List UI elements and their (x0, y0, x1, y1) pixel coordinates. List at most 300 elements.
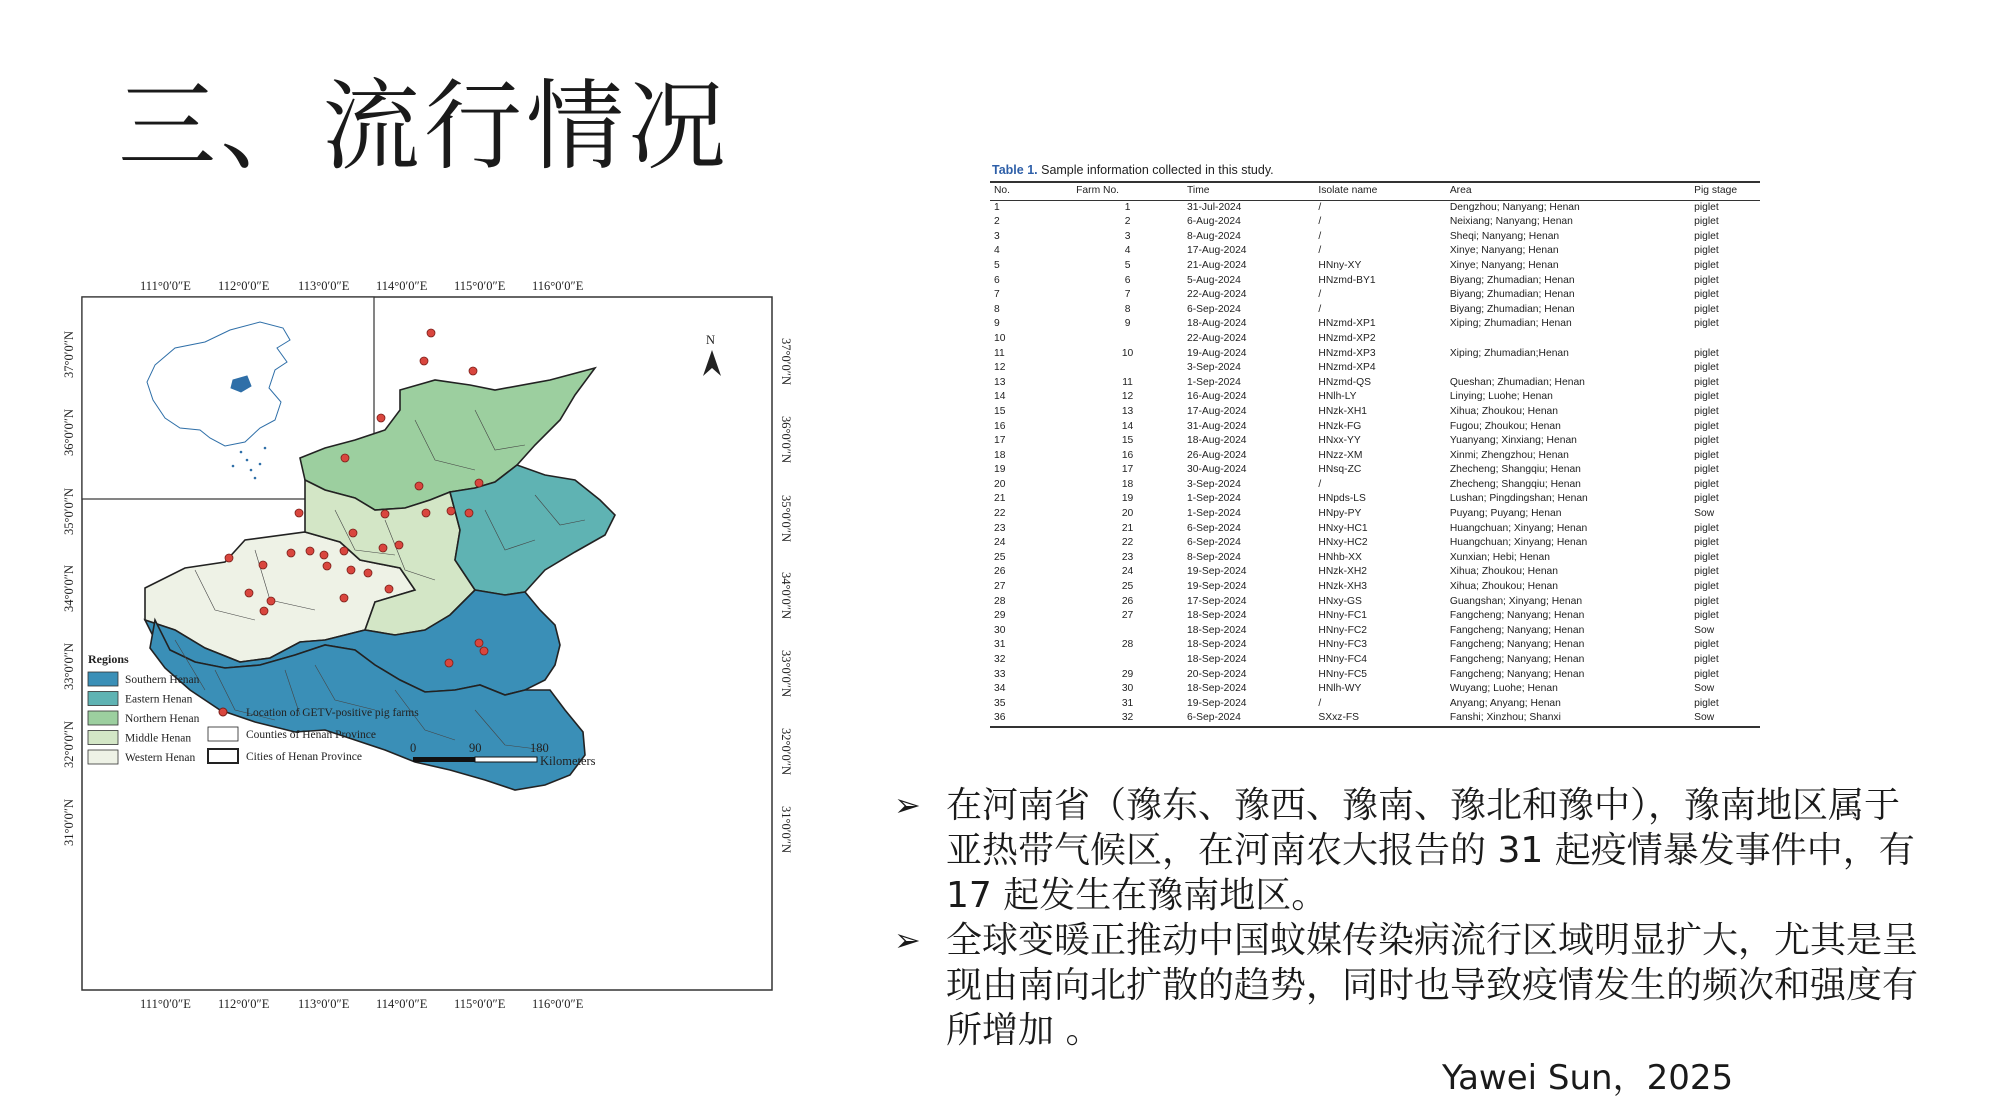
table-cell: 2 (1124, 216, 1131, 228)
table-cell: 31-Jul-2024 (1187, 201, 1242, 213)
coordinate-label: 35°0′0″N (62, 488, 76, 535)
coordinate-label: 35°0′0″N (779, 495, 793, 542)
coordinate-label: 32°0′0″N (779, 728, 793, 775)
table-row (990, 711, 1760, 727)
table-row (990, 682, 1760, 697)
table-cell: 7 (994, 289, 1000, 301)
table-cell: 6-Sep-2024 (1187, 522, 1241, 534)
table-cell: 4 (994, 245, 1000, 257)
table-row (990, 449, 1760, 464)
svg-text:90: 90 (469, 741, 482, 755)
table-cell: piglet (1694, 610, 1719, 622)
table-cell: Fangcheng; Nanyang; Henan (1449, 610, 1585, 622)
table-cell: 32 (1072, 711, 1183, 727)
table-cell: piglet (1694, 551, 1719, 563)
table-cell: 29 (1121, 668, 1134, 680)
table-cell: HNzmd-QS (1318, 376, 1372, 388)
farm-marker (480, 647, 488, 655)
coordinate-label: 114°0′0″E (376, 997, 428, 1010)
table-cell: 21 (1121, 522, 1134, 534)
coordinate-label: 112°0′0″E (218, 279, 270, 293)
table-cell: 1-Sep-2024 (1187, 376, 1241, 388)
table-cell: 26-Aug-2024 (1187, 449, 1247, 461)
slide-title: 三、流行情况 (118, 70, 731, 184)
table-row (990, 376, 1760, 391)
sample-info-table (990, 181, 1760, 728)
table-cell: piglet (1694, 639, 1719, 651)
table-cell: Sow (1694, 683, 1715, 695)
bullet-list (890, 783, 1930, 1053)
table-cell: HNny-FC4 (1318, 654, 1368, 665)
table-cell: / (1318, 303, 1322, 315)
table-cell (1072, 332, 1183, 347)
table-cell: 12 (1121, 391, 1134, 403)
table-cell: Guangshan; Xinyang; Henan (1449, 595, 1583, 607)
table-cell: Xinye; Nanyang; Henan (1449, 245, 1559, 257)
table-cell: 21 (994, 493, 1006, 505)
table-cell: 18-Aug-2024 (1187, 318, 1247, 330)
table-cell: piglet (1694, 697, 1719, 709)
table-cell: piglet (1694, 405, 1719, 417)
table-cell: piglet (1694, 347, 1719, 359)
table-cell: piglet (1694, 289, 1719, 301)
table-row (990, 492, 1760, 507)
table-row (990, 624, 1760, 639)
table-row (990, 536, 1760, 551)
table-cell: Fangcheng; Nanyang; Henan (1449, 639, 1585, 651)
table-row (990, 638, 1760, 653)
table-cell: piglet (1694, 318, 1719, 330)
table-cell: 18-Sep-2024 (1187, 639, 1247, 651)
farm-marker (260, 607, 268, 615)
longitude-labels-bottom (140, 997, 584, 1010)
table-cell: 27 (994, 581, 1006, 593)
table-cell: 8-Sep-2024 (1187, 551, 1241, 563)
legend-swatch (88, 672, 118, 686)
latitude-labels-right (779, 338, 793, 853)
table-row (990, 609, 1760, 624)
table-row (990, 463, 1760, 478)
svg-text:180: 180 (530, 741, 549, 755)
table-row (990, 522, 1760, 537)
table-cell: 19 (994, 464, 1006, 476)
table-cell: Xihua; Zhoukou; Henan (1449, 405, 1559, 417)
table-cell: piglet (1694, 464, 1719, 476)
coordinate-label: 114°0′0″E (376, 279, 428, 293)
table-caption: Table 1. Sample information collected in this study. (992, 163, 1274, 177)
table-cell: 16-Aug-2024 (1187, 391, 1247, 403)
table-cell: 23 (1121, 551, 1134, 563)
table-cell: Xiping; Zhumadian;Henan (1449, 347, 1569, 359)
table-cell: 17 (994, 435, 1006, 447)
legend-label: Middle Henan (125, 732, 192, 745)
table-cell: 5 (994, 259, 1000, 271)
table-row (990, 303, 1760, 318)
table-cell: piglet (1694, 216, 1719, 228)
table-cell: 32 (994, 654, 1006, 665)
table-cell: 3-Sep-2024 (1187, 478, 1241, 490)
farm-marker (320, 551, 328, 559)
farm-marker (306, 547, 314, 555)
table-row (990, 434, 1760, 449)
farm-marker-legend-icon (219, 708, 227, 716)
table-cell: 6 (994, 274, 1000, 286)
farm-marker (427, 329, 435, 337)
farm-marker (349, 529, 357, 537)
table-row (990, 259, 1760, 274)
table-cell: Xunxian; Hebi; Henan (1449, 551, 1550, 563)
table-cell: HNny-XY (1318, 259, 1362, 271)
table-cell: 1-Sep-2024 (1187, 493, 1241, 505)
table-cell: HNzmd-XP4 (1318, 362, 1376, 374)
table-cell: Linying; Luohe; Henan (1449, 391, 1553, 403)
table-cell: 28 (1121, 639, 1134, 651)
coordinate-label: 111°0′0″E (140, 997, 191, 1010)
table-cell: piglet (1694, 245, 1719, 257)
arrow-bullet-icon: ➢ (894, 786, 921, 824)
sample-info-table-block (990, 163, 1760, 728)
table-cell: 8-Aug-2024 (1187, 230, 1241, 242)
coordinate-label: 33°0′0″N (62, 643, 76, 690)
table-row (990, 215, 1760, 230)
table-cell: Xiping; Zhumadian; Henan (1449, 318, 1572, 330)
table-cell: 15 (994, 405, 1006, 417)
table-cell: Sheqi; Nanyang; Henan (1449, 230, 1560, 242)
table-cell: piglet (1694, 566, 1719, 578)
table-cell: SXxz-FS (1314, 711, 1445, 727)
henan-region-map (55, 270, 800, 1010)
table-cell: 6-Aug-2024 (1187, 216, 1241, 228)
coordinate-label: 37°0′0″N (62, 331, 76, 378)
table-cell: HNxy-GS (1318, 595, 1362, 607)
coordinate-label: 37°0′0″N (779, 338, 793, 385)
table-cell: piglet (1694, 537, 1719, 549)
table-cell: Sow (1694, 508, 1715, 520)
table-cell: HNny-FC2 (1318, 624, 1368, 636)
table-cell: 29 (994, 610, 1006, 622)
county-boundary-legend-icon (208, 727, 238, 741)
table-cell: 8 (1124, 303, 1131, 315)
svg-text:Kilometers: Kilometers (540, 754, 596, 768)
table-cell: Fanshi; Xinzhou; Shanxi (1446, 711, 1690, 727)
table-row (990, 653, 1760, 668)
legend-label: Western Henan (125, 752, 196, 764)
table-cell: 26 (1121, 595, 1134, 607)
farm-marker (340, 594, 348, 602)
coordinate-label: 34°0′0″N (779, 572, 793, 619)
farm-marker (225, 554, 233, 562)
table-cell: 14 (994, 391, 1006, 403)
table-cell: HNsq-ZC (1318, 464, 1362, 476)
farm-marker (469, 367, 477, 375)
farm-marker (447, 507, 455, 515)
table-cell: Lushan; Pingdingshan; Henan (1449, 493, 1588, 505)
coordinate-label: 36°0′0″N (62, 409, 76, 456)
table-cell: HNny-FC3 (1318, 639, 1368, 651)
table-cell: 25 (1121, 581, 1134, 593)
table-row (990, 317, 1760, 332)
table-cell: 10 (994, 332, 1006, 344)
table-cell: 10 (1121, 347, 1134, 359)
coordinate-label: 32°0′0″N (62, 721, 76, 768)
table-cell: 2 (994, 216, 1000, 228)
farm-marker (364, 569, 372, 577)
table-cell: 5-Aug-2024 (1187, 274, 1241, 286)
table-row (990, 668, 1760, 683)
table-cell: piglet (1694, 303, 1719, 315)
table-cell: 7 (1124, 289, 1131, 301)
legend-swatch (88, 711, 118, 725)
latitude-labels-left (62, 331, 76, 846)
coordinate-label: 112°0′0″E (218, 997, 270, 1010)
table-cell: / (1318, 697, 1322, 709)
table-cell: 30 (994, 624, 1006, 636)
table-cell: HNzmd-XP3 (1318, 347, 1376, 359)
table-cell: piglet (1694, 581, 1719, 593)
table-cell: Fugou; Zhoukou; Henan (1449, 420, 1561, 432)
table-cell: Neixiang; Nanyang; Henan (1449, 216, 1573, 228)
table-cell: 15 (1121, 435, 1134, 447)
coordinate-label: 113°0′0″E (298, 997, 350, 1010)
coordinate-label: 113°0′0″E (298, 279, 350, 293)
legend-swatch (88, 692, 118, 706)
table-cell: Xinmi; Zhengzhou; Henan (1449, 449, 1569, 461)
table-row (990, 332, 1760, 347)
table-cell: 25 (994, 551, 1006, 563)
table-row (990, 347, 1760, 362)
col-area: Area (1446, 182, 1690, 200)
table-cell: Fangcheng; Nanyang; Henan (1449, 654, 1585, 665)
table-cell: 35 (994, 697, 1006, 709)
table-cell: HNzmd-XP1 (1318, 318, 1376, 330)
table-cell: HNzk-FG (1318, 420, 1362, 432)
table-cell: Zhecheng; Shangqiu; Henan (1449, 464, 1581, 476)
table-cell: 19 (1121, 493, 1134, 505)
citation: Yawei Sun，2025 (1442, 1058, 1734, 1098)
table-cell: 14 (1121, 420, 1134, 432)
table-row (990, 507, 1760, 522)
table-cell: 24 (994, 537, 1006, 549)
table-row (990, 200, 1760, 215)
table-cell: piglet (1694, 362, 1719, 374)
farm-marker (475, 479, 483, 487)
table-cell: piglet (1694, 449, 1719, 461)
table-cell (1072, 653, 1183, 668)
farm-marker (445, 659, 453, 667)
table-cell: HNzk-XH1 (1318, 405, 1368, 417)
table-cell (1690, 332, 1760, 347)
table-cell: / (1318, 201, 1322, 213)
coordinate-label: 33°0′0″N (779, 650, 793, 697)
table-cell: 20 (1121, 508, 1134, 520)
bullet-text: 全球变暖正推动中国蚊媒传染病流行区域明显扩大，尤其是呈现由南向北扩散的趋势，同时也导致疫情发生的频次和强度有所增加 。 (946, 920, 1919, 1051)
farm-marker (341, 454, 349, 462)
farm-marker (259, 561, 267, 569)
table-cell: 17-Sep-2024 (1187, 595, 1247, 607)
farm-marker (379, 544, 387, 552)
legend-label: Counties of Henan Province (246, 729, 376, 741)
table-cell: 6-Sep-2024 (1187, 537, 1241, 549)
table-cell: / (1318, 216, 1322, 228)
table-cell: Biyang; Zhumadian; Henan (1449, 303, 1575, 315)
table-cell: Xihua; Zhoukou; Henan (1449, 566, 1559, 578)
table-cell: piglet (1694, 420, 1719, 432)
table-cell: HNxx-YY (1318, 435, 1361, 447)
table-cell: 28 (994, 595, 1006, 607)
table-cell: 20-Sep-2024 (1187, 668, 1247, 680)
table-cell: 11 (1122, 376, 1133, 388)
longitude-labels-top (140, 279, 584, 293)
table-cell: Xihua; Zhoukou; Henan (1449, 581, 1559, 593)
table-cell: 13 (994, 376, 1006, 388)
table-cell: 22-Aug-2024 (1187, 332, 1247, 344)
table-cell: 31 (994, 639, 1006, 651)
bullet-text: 在河南省（豫东、豫西、豫南、豫北和豫中），豫南地区属于亚热带气候区，在河南农大报告的 31 起疫情暴发事件中，有 17 起发生在豫南地区。 (946, 785, 1915, 916)
legend-swatch (88, 750, 118, 764)
table-row (990, 361, 1760, 376)
table-row (990, 580, 1760, 595)
table-row (990, 551, 1760, 566)
table-cell: piglet (1694, 522, 1719, 534)
table-cell: HNzk-XH2 (1318, 566, 1368, 578)
table-cell: HNlh-WY (1318, 683, 1362, 695)
table-cell: HNny-FC5 (1318, 668, 1368, 680)
svg-text:N: N (706, 333, 716, 347)
table-cell: / (1318, 230, 1322, 242)
table-cell: 13 (1121, 405, 1134, 417)
coordinate-label: 34°0′0″N (62, 565, 76, 612)
coordinate-label: 116°0′0″E (532, 997, 584, 1010)
table-cell: 1 (994, 201, 1000, 213)
legend-label: Eastern Henan (125, 693, 193, 706)
table-cell: 3 (1124, 230, 1131, 242)
table-cell: / (1318, 478, 1322, 490)
table-cell: / (1318, 289, 1322, 301)
table-cell: 16 (994, 420, 1006, 432)
table-cell: piglet (1694, 391, 1719, 403)
table-cell: Zhecheng; Shangqiu; Henan (1449, 478, 1581, 490)
table-cell: 22-Aug-2024 (1187, 289, 1247, 301)
table-cell: Huangchuan; Xinyang; Henan (1449, 537, 1588, 549)
table-cell: 9 (1124, 318, 1131, 330)
table-cell: 18-Aug-2024 (1187, 435, 1247, 447)
coordinate-label: 31°0′0″N (779, 806, 793, 853)
table-cell (1446, 361, 1690, 376)
table-cell: HNzmd-XP2 (1318, 332, 1376, 344)
table-cell: 12 (994, 362, 1006, 374)
legend-label: Cities of Henan Province (246, 751, 362, 763)
farm-marker (347, 566, 355, 574)
table-cell: Sow (1694, 624, 1715, 636)
farm-marker (295, 509, 303, 517)
table-row (990, 565, 1760, 580)
table-cell: Yuanyang; Xinxiang; Henan (1449, 435, 1577, 447)
table-row (990, 274, 1760, 289)
table-cell (1446, 332, 1690, 347)
table-cell: piglet (1694, 654, 1719, 665)
table-cell: piglet (1694, 376, 1719, 388)
table-cell: HNhb-XX (1318, 551, 1362, 563)
svg-text:Regions: Regions (88, 652, 129, 666)
coordinate-label: 31°0′0″N (62, 799, 76, 846)
table-cell: 17-Aug-2024 (1187, 245, 1247, 257)
bullet-item (890, 918, 1930, 1053)
table-cell: Queshan; Zhumadian; Henan (1449, 376, 1585, 388)
table-row (990, 405, 1760, 420)
table-cell: 26 (994, 566, 1006, 578)
table-cell: 6-Sep-2024 (1183, 711, 1314, 727)
table-cell: 18-Sep-2024 (1187, 624, 1247, 636)
table-cell: Sow (1690, 711, 1760, 727)
col-isolate: Isolate name (1314, 182, 1445, 200)
table-cell: Huangchuan; Xinyang; Henan (1449, 522, 1588, 534)
table-row (990, 478, 1760, 493)
farm-marker (465, 509, 473, 517)
coordinate-label: 115°0′0″E (454, 279, 506, 293)
table-cell (1072, 361, 1183, 376)
table-cell: HNxy-HC2 (1318, 537, 1368, 549)
table-cell: Biyang; Zhumadian; Henan (1449, 274, 1575, 286)
table-cell: 30 (1121, 683, 1134, 695)
farm-marker (377, 414, 385, 422)
coordinate-label: 36°0′0″N (779, 416, 793, 463)
table-cell: 36 (990, 711, 1072, 727)
col-farm-no: Farm No. (1072, 182, 1183, 200)
table-cell: 5 (1124, 259, 1131, 271)
coordinate-label: 111°0′0″E (140, 279, 191, 293)
svg-text:0: 0 (410, 741, 417, 755)
col-no: No. (990, 182, 1072, 200)
table-cell: 16 (1121, 449, 1134, 461)
table-row (990, 244, 1760, 259)
table-cell: 1 (1124, 201, 1131, 213)
table-cell: 19-Sep-2024 (1187, 566, 1247, 578)
table-row (990, 288, 1760, 303)
table-cell: 4 (1124, 245, 1131, 257)
farm-marker (415, 482, 423, 490)
table-cell: 6-Sep-2024 (1187, 303, 1241, 315)
table-cell: HNpds-LS (1318, 493, 1366, 505)
table-cell: 22 (994, 508, 1006, 520)
legend-label: Southern Henan (125, 674, 200, 686)
table-cell: piglet (1694, 274, 1719, 286)
table-cell: 11 (994, 347, 1005, 359)
table-cell: Fangcheng; Nanyang; Henan (1449, 624, 1585, 636)
table-cell: piglet (1694, 595, 1719, 607)
table-cell: Fangcheng; Nanyang; Henan (1449, 668, 1585, 680)
table-cell: 18-Sep-2024 (1187, 654, 1247, 665)
table-cell: HNpy-PY (1318, 508, 1362, 520)
table-cell: / (1318, 245, 1322, 257)
bullet-item (890, 783, 1930, 918)
farm-marker (381, 510, 389, 518)
farm-marker (422, 509, 430, 517)
farm-marker (245, 589, 253, 597)
table-cell: 18-Sep-2024 (1187, 610, 1247, 622)
farm-marker (323, 562, 331, 570)
table-cell: piglet (1694, 201, 1719, 213)
table-cell: 23 (994, 522, 1006, 534)
farm-marker (340, 547, 348, 555)
table-cell: HNlh-LY (1318, 391, 1357, 403)
farm-marker (475, 639, 483, 647)
farm-marker (287, 549, 295, 557)
table-row (990, 420, 1760, 435)
table-cell: piglet (1694, 259, 1719, 271)
table-cell: 31-Aug-2024 (1187, 420, 1247, 432)
arrow-bullet-icon: ➢ (894, 921, 921, 959)
table-cell: 22 (1121, 537, 1134, 549)
